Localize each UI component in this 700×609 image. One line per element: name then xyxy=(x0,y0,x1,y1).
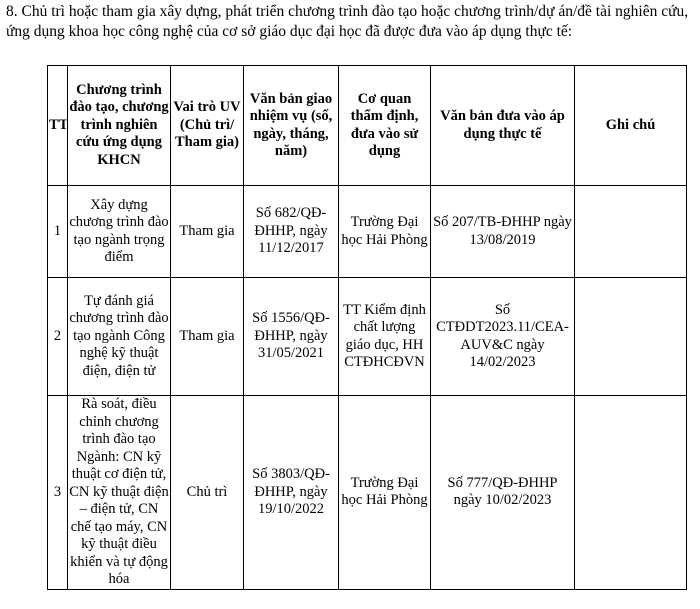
cell-note xyxy=(575,396,687,590)
cell-role: Tham gia xyxy=(171,186,244,278)
cell-agency: Trường Đại học Hải Phòng xyxy=(339,186,431,278)
cell-agency: TT Kiểm định chất lượng giáo dục, HH CTĐHCĐVN xyxy=(339,278,431,396)
cell-program: Rà soát, điều chỉnh chương trình đào tạo Ngành: CN kỹ thuật cơ điện tử, CN kỹ thuật điện – điện tử, CN chế tạo máy, CN kỹ thuật điều khiển và tự động hóa xyxy=(69,396,169,587)
cell-tt: 1 xyxy=(48,186,68,278)
cell-apply-doc: Số CTĐDT2023.11/CEA-AUV&C ngày 14/02/2023 xyxy=(431,278,575,396)
cell-apply-doc: Số 207/TB-ĐHHP ngày 13/08/2019 xyxy=(431,186,575,278)
cell-tt: 3 xyxy=(48,396,68,590)
header-role: Vai trò UV (Chủ trì/ Tham gia) xyxy=(171,66,244,186)
header-row xyxy=(48,66,687,186)
header-agency: Cơ quan thẩm định, đưa vào sử dụng xyxy=(339,66,431,186)
cell-role: Chủ trì xyxy=(171,396,244,590)
cell-apply-doc: Số 777/QĐ-ĐHHP ngày 10/02/2023 xyxy=(431,396,575,590)
cell-assign-doc: Số 3803/QĐ-ĐHHP, ngày 19/10/2022 xyxy=(244,396,339,590)
cell-note xyxy=(575,186,687,278)
cell-note xyxy=(575,278,687,396)
header-assign-doc: Văn bản giao nhiệm vụ (số, ngày, tháng, năm) xyxy=(244,66,339,186)
table-row xyxy=(48,278,687,396)
table-row xyxy=(48,186,687,278)
header-note: Ghi chú xyxy=(575,66,687,186)
projects-table xyxy=(47,65,687,590)
section-intro: 8. Chủ trì hoặc tham gia xây dựng, phát triển chương trình đào tạo hoặc chương trình/dự án/đề tài nghiên cứu, ứng dụng khoa học công nghệ của cơ sở giáo dục đại học đã được đưa vào áp dụng thực tế: xyxy=(6,3,689,40)
header-tt: TT xyxy=(48,66,68,186)
cell-assign-doc: Số 1556/QĐ-ĐHHP, ngày 31/05/2021 xyxy=(244,278,339,396)
cell-assign-doc: Số 682/QĐ-ĐHHP, ngày 11/12/2017 xyxy=(244,186,339,278)
header-apply-doc: Văn bản đưa vào áp dụng thực tế xyxy=(431,66,575,186)
cell-role: Tham gia xyxy=(171,278,244,396)
cell-program: Tự đánh giá chương trình đào tạo ngành Công nghệ kỹ thuật điện, điện tử xyxy=(68,278,171,396)
cell-program: Xây dựng chương trình đào tạo ngành trọng điểm xyxy=(68,186,171,278)
cell-tt: 2 xyxy=(48,278,68,396)
table-row xyxy=(48,396,687,590)
header-program: Chương trình đào tạo, chương trình nghiên cứu ứng dụng KHCN xyxy=(68,66,171,186)
cell-agency: Trường Đại học Hải Phòng xyxy=(339,396,431,590)
